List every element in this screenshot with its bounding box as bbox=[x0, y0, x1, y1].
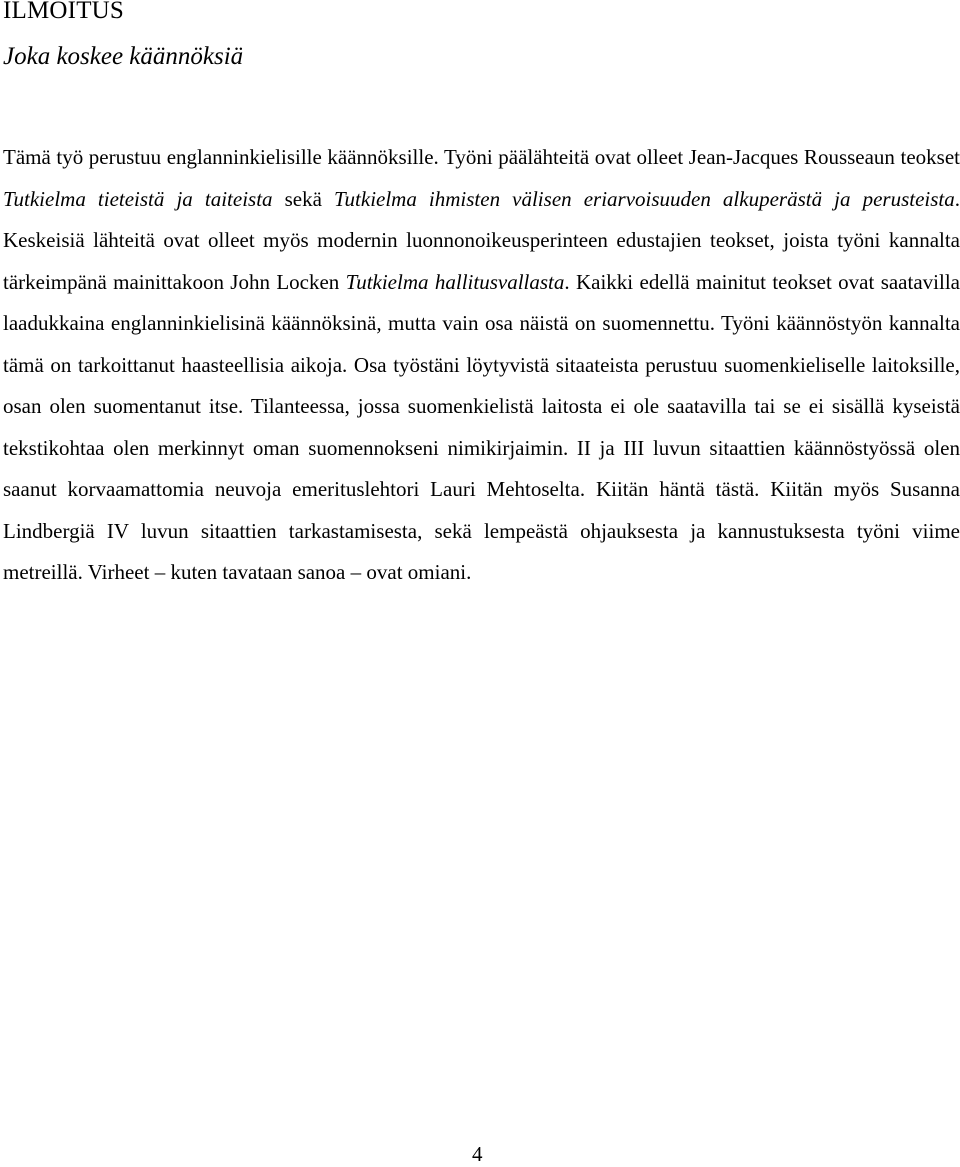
page-heading: ILMOITUS bbox=[3, 0, 125, 24]
italic-title-run: Tutkielma tieteistä ja taiteista bbox=[3, 186, 273, 211]
text-run: . Keskeisiä lähteitä ovat olleet myös modernin luonnonoikeusperinteen edustajien teokset, joista työni kannalta tärkeimpänä mainittakoon John Locken bbox=[3, 186, 960, 294]
body-paragraph bbox=[3, 137, 960, 594]
page-number: 4 bbox=[472, 1142, 483, 1166]
text-run: Tämä työ perustuu englanninkielisille käännöksille. Työni päälähteitä ovat olleet Jean-Jacques Rousseaun teokset bbox=[3, 145, 960, 169]
italic-title-run: Tutkielma ihmisten välisen eriarvoisuuden alkuperästä ja perusteista bbox=[334, 186, 955, 211]
text-run: sekä bbox=[272, 186, 335, 211]
italic-title-run: Tutkielma hallitusvallasta bbox=[345, 269, 565, 294]
page-subheading: Joka koskee käännöksiä bbox=[3, 43, 244, 70]
text-run: . Kaikki edellä mainitut teokset ovat saatavilla laadukkaina englanninkielisinä käännöksinä, mutta vain osa näistä on suomennettu. Työni käännöstyön kannalta tämä on tarkoittanut haasteellisia aikoja. Osa työstäni löytyvistä sitaateista perustuu suomenkieliselle laitoksille, osan olen suomentanut itse. Tilanteessa, jossa suomenkielistä laitosta ei ole saatavilla tai se ei sisällä kyseistä tekstikohtaa olen merkinnyt oman suomennokseni nimikirjaimin. II ja III luvun sitaattien käännöstyössä olen saanut korvaamattomia neuvoja emerituslehtori Lauri Mehtoselta. Kiitän häntä tästä. Kiitän myös Susanna Lindbergiä IV luvun sitaattien tarkastamisesta, sekä lempeästä ohjauksesta ja kannustuksesta työni viime metreillä. Virheet – kuten tavataan sanoa – ovat omiani. bbox=[3, 269, 960, 584]
